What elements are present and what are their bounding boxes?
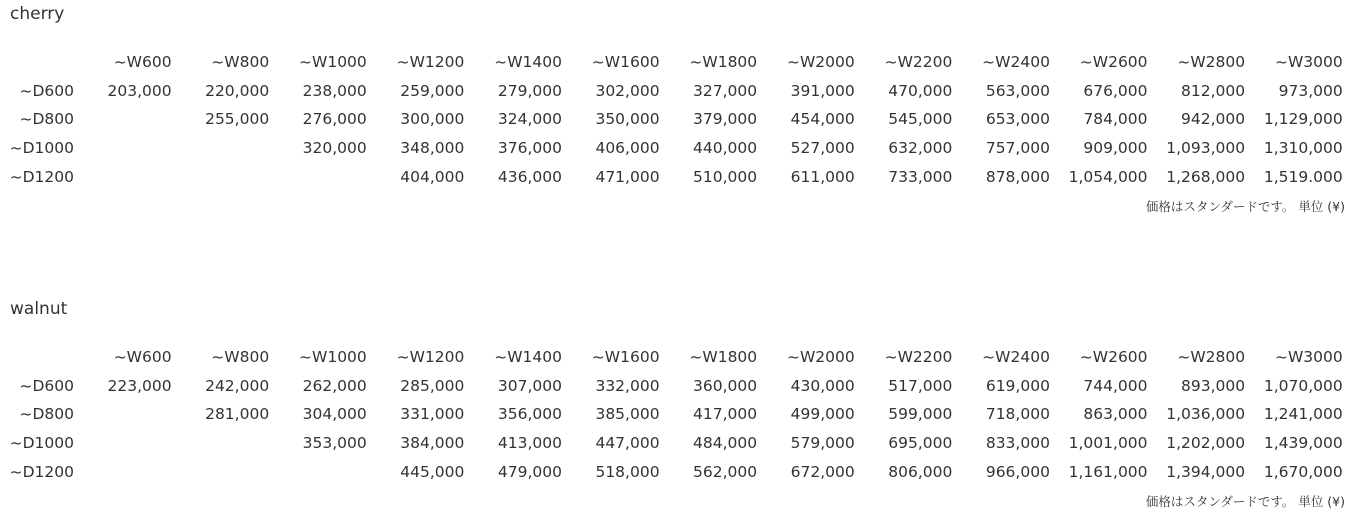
column-header: ~W2400 bbox=[982, 53, 1050, 71]
price-cell: 632,000 bbox=[888, 139, 953, 158]
column-header: ~W3000 bbox=[1274, 348, 1343, 366]
price-cell: 893,000 bbox=[1181, 376, 1246, 395]
price-table bbox=[0, 343, 1345, 487]
price-cell: 350,000 bbox=[595, 110, 660, 129]
column-header: ~W1600 bbox=[591, 348, 660, 366]
price-cell: 203,000 bbox=[107, 81, 172, 100]
price-cell: 385,000 bbox=[595, 405, 660, 424]
column-header: ~W2800 bbox=[1177, 348, 1246, 366]
price-cell: 436,000 bbox=[497, 167, 562, 186]
price-cell: 484,000 bbox=[693, 434, 758, 453]
section-title: cherry bbox=[10, 4, 65, 24]
column-header: ~W2400 bbox=[982, 348, 1050, 366]
price-cell: 1,161,000 bbox=[1068, 462, 1148, 481]
column-header: ~W1800 bbox=[689, 348, 758, 366]
price-cell: 285,000 bbox=[400, 376, 465, 395]
row-header: ~D600 bbox=[19, 81, 74, 100]
price-cell: 973,000 bbox=[1278, 81, 1343, 100]
price-cell: 1,070,000 bbox=[1263, 376, 1343, 395]
column-header: ~W2600 bbox=[1079, 348, 1148, 366]
price-cell: 302,000 bbox=[595, 81, 660, 100]
price-cell: 1,241,000 bbox=[1263, 405, 1343, 424]
row-header: ~D600 bbox=[19, 376, 74, 395]
column-header: ~W1400 bbox=[494, 348, 562, 366]
price-cell: 545,000 bbox=[888, 110, 953, 129]
row-header: ~D1000 bbox=[9, 139, 74, 158]
price-cell: 447,000 bbox=[595, 434, 660, 453]
price-cell: 499,000 bbox=[790, 405, 855, 424]
price-note: 価格はスタンダードです。 単位 (¥) bbox=[1145, 494, 1345, 509]
price-cell: 379,000 bbox=[693, 110, 758, 129]
price-cell: 417,000 bbox=[693, 405, 758, 424]
price-cell: 1,310,000 bbox=[1263, 139, 1343, 158]
price-cell: 454,000 bbox=[790, 110, 855, 129]
column-header: ~W3000 bbox=[1274, 53, 1343, 71]
row-header: ~D1200 bbox=[9, 462, 74, 481]
table-row bbox=[0, 105, 1345, 134]
table-row bbox=[0, 163, 1345, 192]
price-cell: 255,000 bbox=[205, 110, 270, 129]
price-cell: 527,000 bbox=[790, 139, 855, 158]
price-cell: 812,000 bbox=[1181, 81, 1246, 100]
price-cell: 863,000 bbox=[1083, 405, 1148, 424]
price-cell: 733,000 bbox=[888, 167, 953, 186]
table-row bbox=[0, 400, 1345, 429]
price-cell: 833,000 bbox=[985, 434, 1050, 453]
price-cell: 878,000 bbox=[985, 167, 1050, 186]
price-cell bbox=[76, 134, 174, 163]
price-cell: 356,000 bbox=[497, 405, 562, 424]
column-header: ~W800 bbox=[211, 348, 270, 366]
price-cell: 304,000 bbox=[302, 405, 367, 424]
price-cell: 517,000 bbox=[888, 376, 953, 395]
price-cell: 353,000 bbox=[302, 434, 367, 453]
row-header: ~D800 bbox=[19, 405, 74, 424]
column-header: ~W1200 bbox=[396, 348, 465, 366]
price-cell: 619,000 bbox=[985, 376, 1050, 395]
column-header: ~W2800 bbox=[1177, 53, 1246, 71]
price-table bbox=[0, 48, 1345, 192]
price-cell: 300,000 bbox=[400, 110, 465, 129]
corner-cell bbox=[0, 343, 76, 372]
row-header: ~D1200 bbox=[9, 167, 74, 186]
price-cell: 376,000 bbox=[497, 139, 562, 158]
column-header: ~W1600 bbox=[591, 53, 660, 71]
price-cell: 413,000 bbox=[497, 434, 562, 453]
price-cell: 1,036,000 bbox=[1166, 405, 1246, 424]
price-cell: 384,000 bbox=[400, 434, 465, 453]
header-row bbox=[0, 48, 1345, 77]
price-cell: 579,000 bbox=[790, 434, 855, 453]
price-cell bbox=[174, 134, 272, 163]
price-cell: 966,000 bbox=[985, 462, 1050, 481]
price-cell: 327,000 bbox=[693, 81, 758, 100]
price-cell bbox=[76, 400, 174, 429]
price-cell: 332,000 bbox=[595, 376, 660, 395]
price-cell bbox=[271, 458, 369, 487]
price-cell: 220,000 bbox=[205, 81, 270, 100]
price-cell: 348,000 bbox=[400, 139, 465, 158]
price-cell: 279,000 bbox=[497, 81, 562, 100]
column-header: ~W2000 bbox=[786, 348, 855, 366]
price-cell: 320,000 bbox=[302, 139, 367, 158]
price-cell: 404,000 bbox=[400, 167, 465, 186]
section-title: walnut bbox=[10, 299, 68, 319]
column-header: ~W1000 bbox=[299, 348, 367, 366]
column-header: ~W600 bbox=[113, 348, 172, 366]
price-cell bbox=[174, 458, 272, 487]
price-cell: 430,000 bbox=[790, 376, 855, 395]
price-cell: 784,000 bbox=[1083, 110, 1148, 129]
price-cell: 479,000 bbox=[497, 462, 562, 481]
price-cell: 242,000 bbox=[205, 376, 270, 395]
column-header: ~W600 bbox=[113, 53, 172, 71]
price-cell: 471,000 bbox=[595, 167, 660, 186]
price-cell: 360,000 bbox=[693, 376, 758, 395]
price-cell: 1,054,000 bbox=[1068, 167, 1148, 186]
price-cell bbox=[76, 163, 174, 192]
column-header: ~W1400 bbox=[494, 53, 562, 71]
price-cell: 1,129,000 bbox=[1263, 110, 1343, 129]
price-cell bbox=[174, 429, 272, 458]
column-header: ~W1200 bbox=[396, 53, 465, 71]
price-cell: 1,268,000 bbox=[1166, 167, 1246, 186]
price-cell: 470,000 bbox=[888, 81, 953, 100]
price-cell: 440,000 bbox=[693, 139, 758, 158]
price-cell: 238,000 bbox=[302, 81, 367, 100]
price-cell: 611,000 bbox=[790, 167, 855, 186]
price-cell: 1,202,000 bbox=[1166, 434, 1246, 453]
price-cell: 695,000 bbox=[888, 434, 953, 453]
price-cell bbox=[76, 429, 174, 458]
price-note: 価格はスタンダードです。 単位 (¥) bbox=[1145, 199, 1345, 214]
price-cell: 1,519.000 bbox=[1263, 167, 1343, 186]
price-cell bbox=[76, 105, 174, 134]
price-cell: 806,000 bbox=[888, 462, 953, 481]
price-cell: 676,000 bbox=[1083, 81, 1148, 100]
table-row bbox=[0, 429, 1345, 458]
price-cell: 391,000 bbox=[790, 81, 855, 100]
corner-cell bbox=[0, 48, 76, 77]
price-cell: 324,000 bbox=[497, 110, 562, 129]
price-cell: 307,000 bbox=[497, 376, 562, 395]
header-row bbox=[0, 343, 1345, 372]
table-row bbox=[0, 458, 1345, 487]
column-header: ~W1800 bbox=[689, 53, 758, 71]
price-cell: 909,000 bbox=[1083, 139, 1148, 158]
price-cell: 757,000 bbox=[985, 139, 1050, 158]
price-cell: 672,000 bbox=[790, 462, 855, 481]
price-cell: 1,670,000 bbox=[1263, 462, 1343, 481]
price-cell: 718,000 bbox=[985, 405, 1050, 424]
table-row bbox=[0, 372, 1345, 401]
price-cell: 599,000 bbox=[888, 405, 953, 424]
price-cell: 262,000 bbox=[302, 376, 367, 395]
price-cell: 406,000 bbox=[595, 139, 660, 158]
price-cell: 510,000 bbox=[693, 167, 758, 186]
price-cell: 281,000 bbox=[205, 405, 270, 424]
price-cell: 562,000 bbox=[693, 462, 758, 481]
price-cell bbox=[174, 163, 272, 192]
price-cell: 942,000 bbox=[1181, 110, 1246, 129]
column-header: ~W800 bbox=[211, 53, 270, 71]
table-row bbox=[0, 134, 1345, 163]
price-cell bbox=[271, 163, 369, 192]
column-header: ~W2600 bbox=[1079, 53, 1148, 71]
column-header: ~W2000 bbox=[786, 53, 855, 71]
price-cell: 445,000 bbox=[400, 462, 465, 481]
row-header: ~D1000 bbox=[9, 434, 74, 453]
price-cell bbox=[76, 458, 174, 487]
column-header: ~W2200 bbox=[884, 348, 953, 366]
price-cell: 259,000 bbox=[400, 81, 465, 100]
table-row bbox=[0, 77, 1345, 106]
row-header: ~D800 bbox=[19, 110, 74, 129]
price-cell: 1,439,000 bbox=[1263, 434, 1343, 453]
price-cell: 653,000 bbox=[985, 110, 1050, 129]
column-header: ~W2200 bbox=[884, 53, 953, 71]
price-cell: 276,000 bbox=[302, 110, 367, 129]
price-cell: 1,001,000 bbox=[1068, 434, 1148, 453]
price-cell: 744,000 bbox=[1083, 376, 1148, 395]
price-cell: 1,394,000 bbox=[1166, 462, 1246, 481]
price-cell: 331,000 bbox=[400, 405, 465, 424]
price-cell: 563,000 bbox=[985, 81, 1050, 100]
price-cell: 1,093,000 bbox=[1166, 139, 1246, 158]
column-header: ~W1000 bbox=[299, 53, 367, 71]
price-cell: 223,000 bbox=[107, 376, 172, 395]
price-cell: 518,000 bbox=[595, 462, 660, 481]
